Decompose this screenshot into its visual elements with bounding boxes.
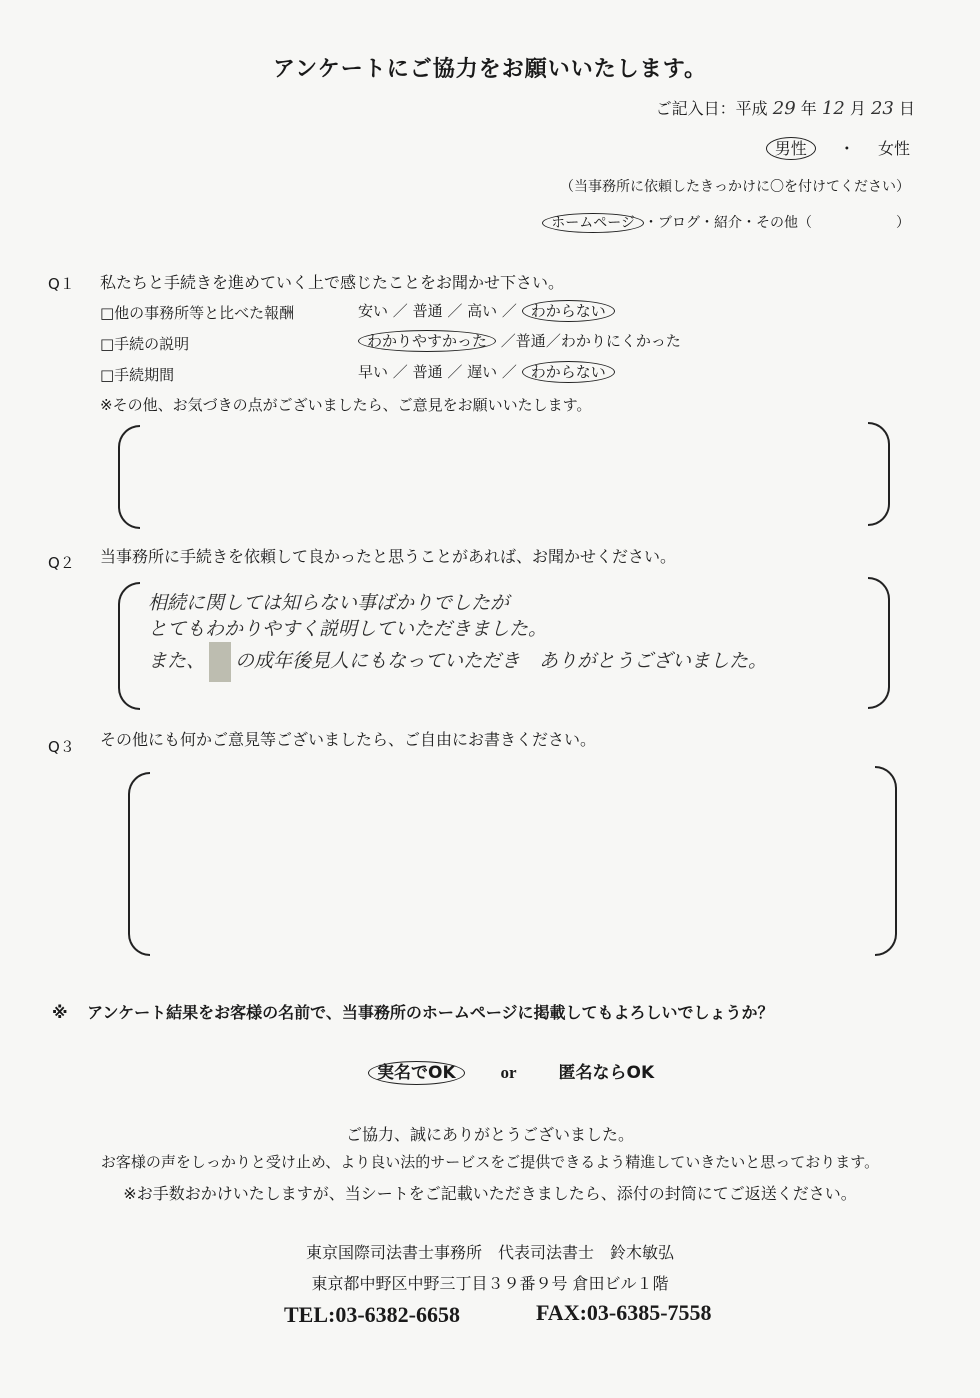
q2-answer-bracket-left [118,582,140,710]
q3-number: Q３ [48,738,75,756]
return-note: ※お手数おかけいたしますが、当シートをご記載いただきましたら、添付の封筒にてご返送ください。 [123,1184,857,1203]
trigger-option-blog[interactable]: ブログ [658,215,700,231]
date-month: 12 [821,98,845,119]
q2-answer-line-3-end: の成年後見人にもなっていただき ありがとうございました。 [235,650,768,672]
fee-option-high[interactable]: 高い [467,302,498,320]
q2-answer-line-3-start: また、 [148,650,206,672]
closing-message: お客様の声をしっかりと受け止め、より良い法的サービスをご提供できるよう精進していきたいと思っております。 [100,1153,880,1171]
q3-bracket-left [128,772,150,956]
q1-row-duration-options: 早い ／ 普通 ／ 遅い ／ わからない [358,361,615,382]
q3-bracket-right [875,766,897,956]
trigger-note: （当事務所に依頼したきっかけに〇を付けてください） [560,179,910,195]
q1-note: ※その他、お気づきの点がございましたら、ご意見をお願いいたします。 [100,396,592,414]
q1-row-explanation-options: わかりやすかった ／普通／わかりにくかった [358,330,681,351]
q2-answer-line-2: とてもわかりやすく説明していただきました。 [148,618,548,640]
publish-options [368,1058,654,1083]
q1-number: Q１ [48,275,75,293]
publish-or: or [500,1063,517,1082]
fee-option-unknown[interactable]: わからない [522,300,615,322]
q2-question: 当事務所に手続きを依頼して良かったと思うことがあれば、お聞かせください。 [100,547,677,566]
q1-row-fee-label: □他の事務所等と比べた報酬 [100,304,295,322]
duration-option-normal[interactable]: 普通 [412,363,443,381]
entry-date [656,96,915,119]
q2-answer-line-3 [148,642,767,682]
date-day-unit: 日 [898,99,915,118]
q1-row-explanation-label: □手続の説明 [100,335,190,353]
publish-consent [52,1000,774,1023]
q1-comment-bracket-left [118,425,140,529]
q3-comment-area[interactable] [152,775,870,950]
trigger-option-homepage[interactable]: ホームページ [542,213,644,233]
publish-mark: ※ [52,1003,68,1022]
q3-question: その他にも何かご意見等ございましたら、ご自由にお書きください。 [100,730,597,749]
fee-option-normal[interactable]: 普通 [412,302,443,320]
q2-answer-bracket-right [868,577,890,709]
q1-row-fee-options: 安い ／ 普通 ／ 高い ／ わからない [358,300,615,321]
explanation-option-clear[interactable]: わかりやすかった [358,330,496,352]
redaction-block [209,642,231,682]
q2-answer-line-1: 相続に関しては知らない事ばかりでしたが [148,592,510,614]
date-year-unit: 年 [800,99,817,118]
office-name: 東京国際司法書士事務所 代表司法書士 鈴木敏弘 [305,1243,674,1262]
duration-option-unknown[interactable]: わからない [522,361,615,383]
gender-male[interactable]: 男性 [766,137,816,160]
fee-option-cheap[interactable]: 安い [358,302,389,320]
q1-row-duration-label: □手続期間 [100,366,175,384]
gender-female[interactable]: 女性 [877,139,910,158]
publish-question: アンケート結果をお客様の名前で、当事務所のホームページに掲載してもよろしいでしょうか？ [87,1003,774,1022]
duration-option-slow[interactable]: 遅い [467,363,498,381]
publish-option-anonymous[interactable]: 匿名ならOK [558,1063,655,1083]
date-label: ご記入日：平成 [655,99,768,118]
closing-thanks: ご協力、誠にありがとうございました。 [345,1125,634,1144]
trigger-options: ホームページ ・ブログ・紹介・その他（ ） [542,212,910,232]
date-day: 23 [870,98,894,119]
trigger-option-other[interactable]: その他（ ） [756,215,910,231]
office-fax: FAX:03-6385-7558 [536,1300,712,1325]
date-year: 29 [772,98,796,119]
explanation-option-unclear[interactable]: わかりにくかった [560,332,681,350]
trigger-option-referral[interactable]: 紹介 [714,215,742,231]
office-tel: TEL:03-6382-6658 [284,1302,460,1327]
q2-number: Q２ [48,554,75,572]
q1-comment-bracket-right [868,422,890,526]
q1-comment-area[interactable] [142,428,862,522]
duration-option-fast[interactable]: 早い [358,363,389,381]
gender-separator: ・ [838,139,855,158]
q1-question: 私たちと手続きを進めていく上で感じたことをお聞かせ下さい。 [100,273,565,292]
gender-selector [766,136,910,159]
survey-title: アンケートにご協力をお願いいたします。 [273,57,707,82]
publish-option-real-name[interactable]: 実名でOK [368,1061,465,1085]
explanation-option-normal[interactable]: 普通 [515,332,546,350]
office-address: 東京都中野区中野三丁目３９番９号 倉田ビル１階 [311,1274,669,1293]
date-month-unit: 月 [849,99,866,118]
